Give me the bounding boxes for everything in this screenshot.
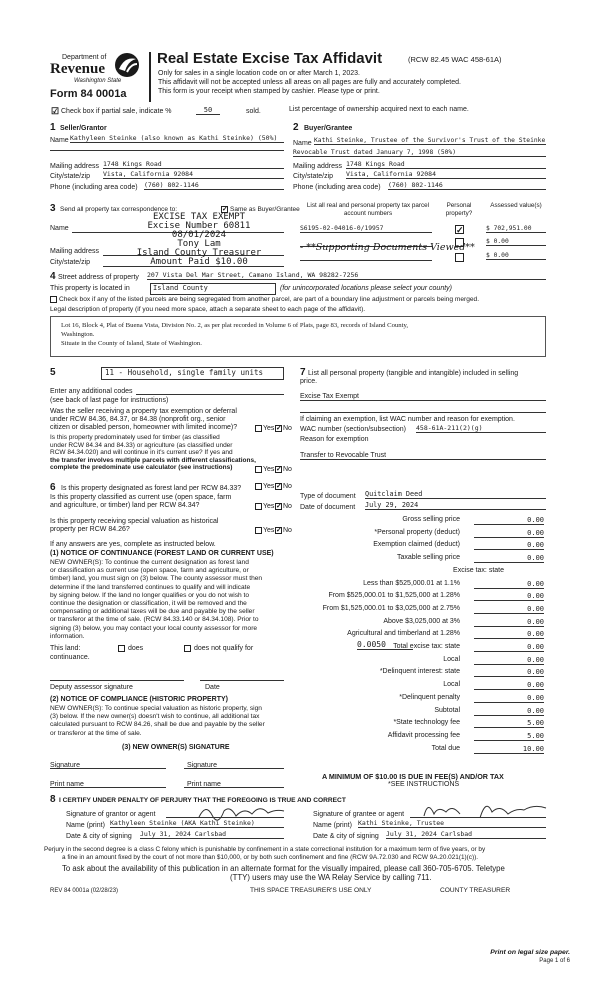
tax-row [300, 541, 544, 551]
segregated-note: Check box if any of the listed parcels are being segregated from another parcel, are part of a boundary line adjustment or parcels being merged. [59, 296, 480, 303]
reason-label: Reason for exemption [300, 436, 369, 443]
does-qualify-checkbox[interactable] [118, 645, 125, 652]
tax-row-label: From $1,525,000.01 to $3,025,000 at 2.75% [322, 604, 460, 612]
n2-line-2: (3) below. If the new owner(s) doesn't wish to continue, all additional tax [50, 713, 260, 721]
n2-line-3: calculated pursuant to RCW 84.26, shall be due and payable by the seller [50, 721, 265, 729]
timber-question [50, 434, 256, 472]
tax-row-label: Affidavit processing fee [387, 731, 460, 739]
tax-row-value[interactable]: 0.00 [474, 707, 544, 716]
accessibility-text-2: (TTY) users may use the WA Relay Service by calling 711. [230, 873, 432, 882]
grantee-date-label: Date & city of signing [313, 833, 379, 840]
additional-codes-line[interactable] [136, 394, 284, 395]
tax-row-label: Local [443, 681, 460, 689]
revenue-logo-icon [113, 52, 141, 78]
additional-codes-label: Enter any additional codes [50, 388, 133, 395]
tax-row-label: *Personal property (deduct) [374, 528, 460, 536]
grantee-print-name[interactable]: Kathi Steinke, Trustee [358, 819, 546, 828]
tax-row-label: Local [443, 655, 460, 663]
dept-label: Department of [62, 54, 107, 61]
deputy-sig-label: Deputy assessor signature [50, 684, 133, 691]
buyer-city-label: City/state/zip [293, 173, 334, 180]
form-title: Real Estate Excise Tax Affidavit [157, 50, 383, 67]
tax-row-value[interactable]: 0.00 [474, 541, 544, 550]
buyer-name[interactable]: Kathi Steinke, Trustee of the Survivor's Trust of the Steinke [314, 137, 546, 144]
exempt-stamp [124, 213, 274, 267]
sec5-num: 5 [50, 367, 56, 378]
sec3-same-checkbox[interactable]: ✓ [222, 206, 228, 213]
accessibility-text-1: To ask about the availability of this publication in an alternate format for the visually impaired, please call 360-705-6705. Teletype [62, 864, 505, 873]
tax-row [300, 605, 544, 615]
tax-row-value[interactable]: 0.00 [474, 668, 544, 677]
sec3-same-label: Same as Buyer/Grantee [230, 206, 300, 213]
if-yes-note: If any answers are yes, complete as instructed below. [50, 541, 216, 548]
tax-row-label: Agricultural and timberland at 1.28% [347, 630, 460, 638]
tax-row-value[interactable]: 0.00 [474, 592, 544, 601]
buyer-mail[interactable]: 1748 Kings Road [346, 160, 546, 169]
sec6-num: 6 [50, 482, 56, 493]
partial-sale-sold: sold. [246, 108, 261, 115]
subtitle-3: This form is your receipt when stamped by cashier. Please type or print. [158, 88, 380, 95]
tax-row [300, 592, 544, 602]
parcel-row-3-personal[interactable] [455, 253, 464, 262]
deputy-date-label: Date [205, 684, 220, 691]
tax-row [300, 516, 544, 526]
notice-compliance-title: (2) NOTICE OF COMPLIANCE (HISTORIC PROPERTY) [50, 696, 228, 703]
historic-question [50, 518, 218, 534]
n2-line-4: or transferor at the time of sale. [50, 729, 142, 737]
tax-row [300, 529, 544, 539]
continuance-label: continuance. [50, 654, 90, 661]
seller-mail-label: Mailing address [50, 163, 100, 170]
tax-row-value[interactable]: 0.00 [474, 605, 544, 614]
perjury-text-1: Perjury in the second degree is a class C felony which is punishable by confinement in a state correctional institution for a maximum term of five years, or by [44, 846, 486, 853]
n1-line-8: or transferor at the time of sale. (RCW 84.33.140 or 84.34.108). Prior to [50, 616, 259, 624]
parcel-row-3-value[interactable]: $ 0.00 [486, 252, 546, 260]
owner-print-label-1: Print name [50, 781, 84, 788]
stamp-line-3: 08/01/2024 [171, 230, 227, 240]
tax-row-value[interactable]: 0.00 [474, 516, 544, 525]
tax-row-value[interactable]: 0.00 [474, 630, 544, 639]
tax-row [300, 630, 544, 640]
q4-line-1: Is this property receiving special valuation as historical [50, 518, 219, 525]
personal-col-header: Personal property? [445, 202, 473, 217]
tax-row-label: Less than $525,000.01 at 1.1% [363, 579, 460, 587]
grantee-date-city[interactable]: July 31, 2024 Carlsbad [386, 830, 546, 839]
q4-line-2: property per RCW 84.26? [50, 526, 130, 533]
state-label: Washington State [74, 78, 122, 84]
historic-no-label: No [283, 527, 292, 534]
grantor-date-label: Date & city of signing [66, 833, 132, 840]
parcel-row-2-value[interactable]: $ 0.00 [486, 238, 546, 246]
sec4-num: 4 [50, 271, 56, 282]
owner-print-label-2: Print name [187, 781, 221, 788]
pp-label-2: price. [300, 378, 318, 385]
n1-line-7: compensating or additional taxes will be due and payable by the seller [50, 608, 255, 616]
buyer-phone[interactable]: (760) 802-1146 [388, 181, 546, 190]
deputy-sig-line[interactable] [50, 680, 184, 681]
n1-line-10: information. [50, 632, 85, 640]
tax-row-value[interactable]: 0.00 [474, 694, 544, 703]
historic-yes-label: Yes [263, 527, 275, 534]
does-qualify-label: does [128, 645, 144, 652]
certify-text: I CERTIFY UNDER PENALTY OF PERJURY THAT THE FOREGOING IS TRUE AND CORRECT [59, 797, 346, 804]
revenue-wordmark: Revenue [50, 61, 105, 77]
page-number: Page 1 of 6 [539, 958, 570, 964]
tax-row-value[interactable]: 0.00 [474, 656, 544, 665]
owner-sig-label-1: Signature [50, 762, 80, 769]
legal-desc-line-3: Situate in the County of Island, State of Washington. [61, 340, 202, 347]
tax-row-value[interactable]: 5.00 [474, 732, 544, 741]
legal-desc-label: Legal description of property (if you need more space, attach a separate sheet to each page of the affidavit). [50, 306, 366, 313]
tax-row [300, 618, 544, 628]
q2-yes-label: Yes [263, 466, 275, 473]
n1-line-3: timber) land, you must sign on (3) below. The county assessor must then [50, 575, 263, 583]
tax-row [300, 745, 544, 755]
forest-no-checkbox[interactable]: ✓ [276, 483, 282, 490]
seller-name[interactable]: Kathyleen Steinke (also known as Kathi Steinke) (50%) [70, 134, 284, 143]
current-use-yes-label: Yes [263, 503, 275, 510]
tax-row [300, 668, 544, 678]
tax-row-value[interactable]: 0.00 [474, 554, 544, 563]
header-divider [149, 52, 151, 102]
subtitle-1: Only for sales in a single location code on or after March 1, 2023. [158, 70, 360, 77]
tax-row-label: *Delinquent interest: state [379, 668, 460, 676]
q3-line-2: and agriculture, or timber) land per RCW 84.34? [50, 502, 200, 509]
n1-line-4: determine if the land transferred continues to qualify and will indicate [50, 583, 251, 591]
pp-label-1: List all personal property (tangible and intangible) included in selling [308, 370, 519, 377]
forest-no-label: No [283, 483, 292, 490]
buyer-num: 2 [293, 122, 299, 133]
buyer-name-2[interactable]: Revocable Trust dated January 7, 1998 (50%) [293, 149, 546, 157]
reason-value[interactable]: Transfer to Revocable Trust [300, 452, 546, 460]
street-address[interactable]: 207 Vista Del Mar Street, Camano Island, WA 98282-7256 [147, 271, 546, 280]
seller-heading: Seller/Grantor [60, 125, 107, 132]
tax-row-value[interactable]: 5.00 [474, 719, 544, 728]
buyer-heading: Buyer/Grantee [304, 125, 353, 132]
q1-line-1: Was the seller receiving a property tax exemption or deferral [50, 408, 237, 415]
minimum-due-note: A MINIMUM OF $10.00 IS DUE IN FEE(S) AND/OR TAX [322, 772, 504, 781]
grantor-name-label: Name (print) [66, 822, 105, 829]
q2-line-3: RCW 84.34.020) and will continue in it's current use? If yes and [50, 449, 233, 456]
n1-line-1: NEW OWNER(S): To continue the current designation as forest land [50, 559, 249, 566]
tax-row [300, 719, 544, 729]
personal-property-line-2[interactable] [300, 412, 546, 413]
parcel-row-1-value[interactable]: $ 702,951.00 [486, 225, 546, 233]
q1-line-2: under RCW 84.36, 84.37, or 84.38 (nonprofit org., senior [50, 416, 226, 423]
stamp-line-6: Amount Paid $10.00 [150, 257, 248, 267]
tax-row-label: Subtotal [434, 706, 460, 714]
tax-row-value[interactable]: 0.00 [474, 529, 544, 538]
q2-no-label: No [283, 466, 292, 473]
doc-type-value[interactable]: Quitclaim Deed [365, 490, 546, 499]
value-col-header: Assessed value(s) [490, 202, 542, 209]
segregated-checkbox[interactable] [50, 296, 57, 303]
doc-type-label: Type of document [300, 493, 356, 500]
grantee-sig-label: Signature of grantee or agent [313, 811, 405, 818]
stamp-line-5: Island County Treasurer [136, 248, 262, 258]
tax-row [300, 656, 544, 666]
q2-line-4: the transfer involves multiple parcels with different classifications, [50, 456, 256, 464]
personal-property-value[interactable]: Excise Tax Exempt [300, 393, 546, 401]
historic-no-checkbox[interactable]: ✓ [276, 527, 282, 534]
n1-line-5: by signing below. If the land no longer qualifies or you do not wish to [50, 591, 250, 599]
sec3-city-label: City/state/zip [50, 259, 91, 266]
grantor-date-city[interactable]: July 31, 2024 Carlsbad [140, 830, 284, 839]
doc-date-label: Date of document [300, 504, 356, 511]
located-in-label: This property is located in [50, 285, 130, 292]
deputy-date-line[interactable] [200, 680, 284, 681]
doc-date-value[interactable]: July 29, 2024 [365, 501, 546, 510]
tax-row-label: *State technology fee [393, 719, 460, 727]
current-use-no-checkbox[interactable]: ✓ [276, 503, 282, 510]
q1-no-checkbox[interactable]: ✓ [276, 425, 282, 432]
use-code-select[interactable]: 11 - Household, single family units [101, 367, 284, 380]
does-not-qualify-checkbox[interactable] [184, 645, 191, 652]
buyer-city[interactable]: Vista, California 92084 [346, 170, 546, 179]
tax-row [300, 732, 544, 742]
current-use-yes-checkbox[interactable] [255, 503, 262, 510]
tax-row [300, 643, 544, 653]
tax-row [300, 580, 544, 590]
q2-line-2: under RCW 84.34 and 84.33) or agriculture (as classified under [50, 441, 233, 449]
q2-line-1: Is this property predominately used for timber (as classified [50, 434, 220, 441]
wac-label: WAC number (section/subsection) [300, 426, 406, 433]
tax-row-label: *Delinquent penalty [399, 693, 460, 701]
sec3-mail-label: Mailing address [50, 248, 100, 255]
historic-yes-checkbox[interactable] [255, 527, 262, 534]
parcel-col-header: List all real and personal property tax parcel account numbers [306, 202, 430, 217]
seller-city-label: City/state/zip [50, 173, 91, 180]
n2-line-1: NEW OWNER(S): To continue special valuation as historic property, sign [50, 705, 262, 712]
seller-city[interactable]: Vista, California 92084 [103, 170, 284, 179]
buyer-phone-label: Phone (including area code) [293, 184, 381, 191]
located-in-note: (for unincorporated locations please select your county) [280, 285, 452, 292]
tax-row-label: Above $3,025,000 at 3% [383, 617, 460, 625]
tax-row-label: Gross selling price [402, 516, 460, 523]
parcel-row-1-personal[interactable]: ✓ [456, 225, 464, 235]
legal-paper-note: Print on legal size paper. [490, 949, 570, 956]
street-label: Street address of property [58, 274, 139, 281]
tax-row [300, 567, 544, 577]
owner-sig-label-2: Signature [187, 762, 217, 769]
sec7-num: 7 [300, 367, 306, 378]
additional-codes-note: (see back of last page for instructions) [50, 397, 169, 404]
q2-yes-checkbox[interactable] [255, 466, 262, 473]
seller-phone[interactable]: (760) 802-1146 [144, 181, 284, 190]
current-use-question [50, 494, 231, 510]
tax-row [300, 707, 544, 717]
n1-line-2: or classification as current use (open space, farm and agriculture, or [50, 567, 249, 575]
tax-row-value[interactable]: 0.00 [474, 681, 544, 690]
notice-compliance-text [50, 705, 265, 738]
grantor-sig-label: Signature of grantor or agent [66, 811, 156, 818]
buyer-name-label: Name [293, 140, 312, 147]
county-treasurer-label: COUNTY TREASURER [440, 887, 511, 894]
tax-row-label: Taxable selling price [396, 554, 460, 562]
forest-question: Is this property designated as forest land per RCW 84.33? [61, 485, 242, 492]
forest-yes-checkbox[interactable] [255, 483, 262, 490]
personal-property-label [300, 370, 519, 386]
see-instructions-note: *SEE INSTRUCTIONS [388, 781, 460, 788]
tax-row-label: Total excise tax: state [393, 643, 460, 650]
q2-no-checkbox[interactable]: ✓ [276, 466, 282, 473]
q2-line-5: complete the predominate use calculator (see instructions) [50, 464, 233, 471]
local-rate[interactable]: 0.0050 [357, 640, 413, 650]
sec8-num: 8 [50, 794, 56, 805]
form-title-ref: (RCW 82.45 WAC 458-61A) [408, 55, 502, 64]
form-number: Form 84 0001a [50, 88, 127, 100]
parcel-row-3[interactable] [300, 260, 432, 261]
tax-row [300, 554, 544, 564]
notice-continuance-title: (1) NOTICE OF CONTINUANCE (FOREST LAND OR CURRENT USE) [50, 550, 274, 557]
tax-row-value[interactable]: 0.00 [474, 643, 544, 652]
q1-no-label: No [283, 425, 292, 432]
seller-name-line2[interactable] [50, 150, 284, 151]
q1-yes-label: Yes [263, 425, 275, 432]
this-land-label: This land: [50, 645, 81, 652]
county-select[interactable]: Island County [150, 283, 276, 295]
tax-row-label: From $525,000.01 to $1,525,000 at 1.28% [328, 592, 460, 600]
legal-desc-line-2: Washington. [61, 331, 95, 338]
current-use-no-label: No [283, 503, 292, 510]
forest-yes-label: Yes [263, 483, 275, 490]
tax-row-value[interactable]: 10.00 [474, 745, 544, 754]
tax-row-label: Excise tax: state [453, 566, 504, 574]
subtitle-2: This affidavit will not be accepted unless all areas on all pages are fully and accurately completed. [158, 79, 461, 86]
legal-desc-box[interactable] [50, 316, 546, 357]
seller-mail[interactable]: 1748 Kings Road [103, 160, 284, 169]
legal-desc-line-1: Lot 16, Block 4, Plat of Buena Vista, Division No. 2, as per plat recorded in Volume 6 of Plats, page 83, records of Island County, [61, 322, 409, 329]
stamp-line-2: Excise Number 60811 [147, 221, 251, 231]
ownership-note: List percentage of ownership acquired next to each name. [289, 106, 469, 113]
exemption-note: If claiming an exemption, list WAC number and reason for exemption. [300, 416, 515, 423]
grantee-name-label: Name (print) [313, 822, 352, 829]
tax-row-label: Exemption claimed (deduct) [373, 541, 460, 549]
n1-line-6: continue the designation or classification, it will be removed and the [50, 600, 247, 608]
seller-name-label: Name [50, 137, 69, 144]
stamp-line-1: EXCISE TAX EXEMPT [152, 212, 246, 222]
partial-sale-label: Check box if partial sale, indicate % [61, 108, 172, 115]
parcel-row-1[interactable]: S6195-02-04016-0/19957 [300, 225, 432, 233]
revision-label: REV 84 0001a (02/28/23) [50, 888, 119, 894]
notice-continuance-text [50, 559, 262, 641]
q3-line-1: Is this property classified as current use (open space, farm [50, 494, 232, 501]
seller-phone-label: Phone (including area code) [50, 184, 138, 191]
partial-sale-pct[interactable]: 50 [196, 106, 220, 115]
does-not-qualify-label: does not qualify for [194, 645, 254, 652]
tax-row-value[interactable]: 0.00 [474, 580, 544, 589]
buyer-mail-label: Mailing address [293, 163, 343, 170]
tax-row-value[interactable]: 0.00 [474, 618, 544, 627]
perjury-text-2: a fine in an amount fixed by the court of not more than $10,000, or by both such confinement and fine (RCW 9A.72.030 and RCW 9A.20.021(1)(c)). [62, 854, 478, 861]
partial-sale-checkbox[interactable]: ☑ [51, 106, 60, 116]
wac-number[interactable]: 458-61A-211(2)(g) [416, 424, 546, 433]
supporting-docs-stamp: - **Supporting Documents Viewed** [300, 242, 475, 253]
stamp-line-4: Tony Lam [177, 239, 221, 249]
seller-num: 1 [50, 122, 56, 133]
n1-line-9: signing (3) below, you may contact your local county assessor for more [50, 624, 258, 632]
tax-row [300, 681, 544, 691]
sec3-name-label: Name [50, 225, 69, 232]
sec3-num: 3 [50, 203, 56, 214]
exemption-question [50, 408, 237, 432]
tax-row [300, 694, 544, 704]
tax-row-label: Total due [431, 744, 460, 752]
treasurer-use-label: THIS SPACE TREASURER'S USE ONLY [250, 887, 372, 894]
sec3-label: Send all property tax correspondence to: [60, 206, 178, 213]
q1-line-3: citizen or disabled person, homeowner with limited income)? [50, 424, 238, 431]
new-owner-sig-heading: (3) NEW OWNER(S) SIGNATURE [122, 744, 230, 751]
grantor-print-name[interactable]: Kathyleen Steinke (AKA Kathi Steinke) [110, 819, 284, 828]
q1-yes-checkbox[interactable] [255, 425, 262, 432]
